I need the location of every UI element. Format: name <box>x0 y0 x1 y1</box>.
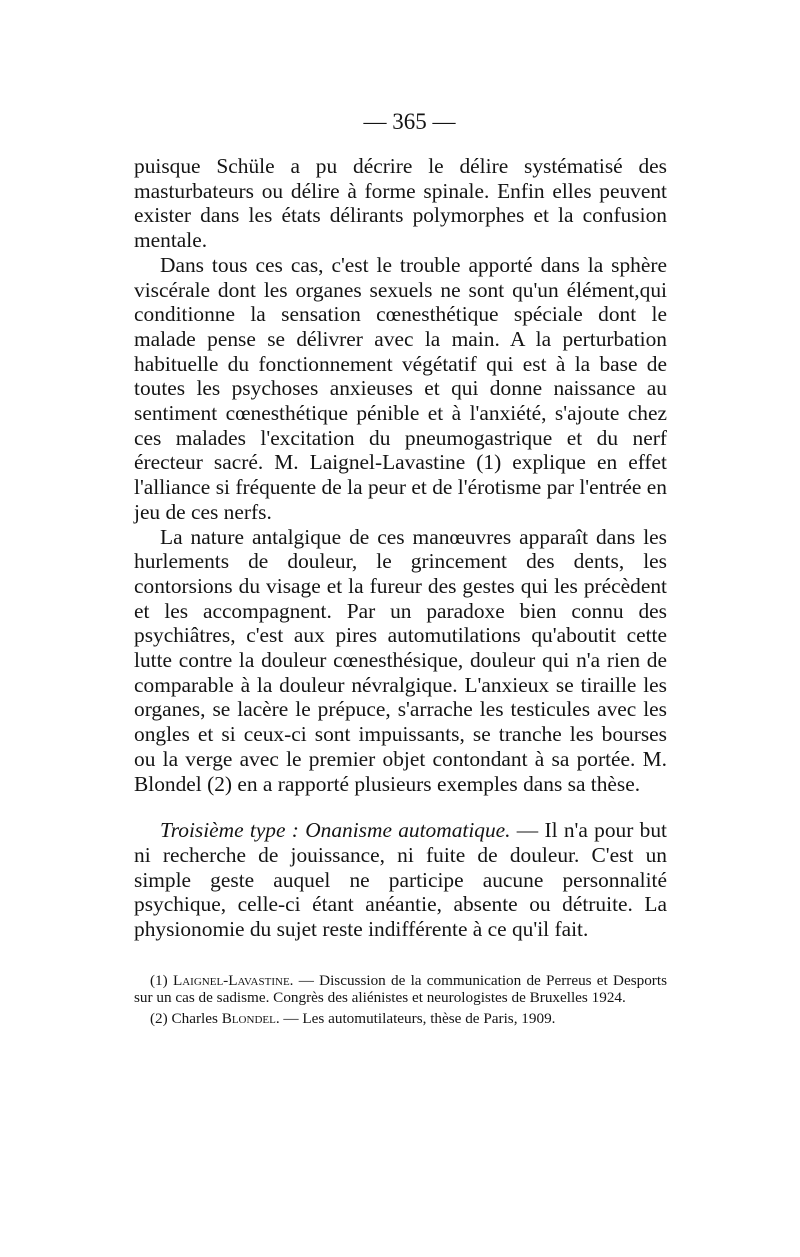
paragraph-3: La nature antalgique de ces manœuvres apparaît dans les hurlements de douleur, le grincement des dents, les contorsions du visage et la fureur des gestes qui les précèdent et les accompagnent. Par un paradoxe bien connu des psychiâtres, c'est aux pires automutilations qu'aboutit cette lutte contre la douleur cœnesthésique, douleur qui n'a rien de comparable à la douleur névralgique. L'anxieux se tiraille les organes, se lacère le prépuce, s'arrache les testicules avec les ongles et si ceux-ci sont impuissants, se tranche les bourses ou la verge avec le premier objet contondant à sa portée. M. Blondel (2) en a rapporté plusieurs exemples dans sa thèse. <box>134 524 667 796</box>
footnote-2-marker: (2) Charles <box>150 1010 222 1028</box>
section-paragraph <box>134 818 667 942</box>
footnote-2-author: Blondel. <box>221 1010 280 1028</box>
footnote-2-text: — Les automutilateurs, thèse de Paris, 1909. <box>279 1010 556 1028</box>
section-text: — Il n'a pour but ni recherche de jouissance, ni fuite de douleur. C'est un simple geste auquel ne participe aucune personnalité psychique, celle-ci étant anéantie, absente ou détruite. La physionomie du sujet reste indifférente à ce qu'il fait. <box>134 818 667 942</box>
footnote-1-marker: (1) <box>150 971 173 989</box>
book-page <box>134 108 667 1031</box>
footnote-1-text: — Discussion de la communication de Perreus et Desports sur un cas de sadisme. Congrès des aliénistes et neurologistes de Bruxelles 1924. <box>134 971 667 1006</box>
footnotes <box>134 972 667 1028</box>
page-number: — 365 — <box>363 109 456 134</box>
paragraph-1: puisque Schüle a pu décrire le délire systématisé des masturbateurs ou délire à forme spinale. Enfin elles peuvent exister dans les états délirants polymorphes et la confusion mentale. <box>134 154 667 253</box>
footnote-1-author: Laignel-Lavastine. <box>172 971 294 989</box>
section-title: Troisième type : Onanisme automatique. <box>160 818 511 843</box>
paragraph-2: Dans tous ces cas, c'est le trouble apporté dans la sphère viscérale dont les organes sexuels ne sont qu'un élément,qui conditionne la sensation cœnesthétique spéciale dont le malade pense se délivrer avec la main. A la perturbation habituelle du fonctionnement végétatif qui est à la base de toutes les psychoses anxieuses et qui donne naissance au sentiment cœnesthétique pénible et à l'anxiété, s'ajoute chez ces malades l'excitation du pneumogastrique et du nerf érecteur sacré. M. Laignel-Lavastine (1) explique en effet l'alliance si fréquente de la peur et de l'érotisme par l'entrée en jeu de ces nerfs. <box>134 252 667 524</box>
footnote-2 <box>134 1010 667 1027</box>
footnote-1 <box>134 972 667 1006</box>
